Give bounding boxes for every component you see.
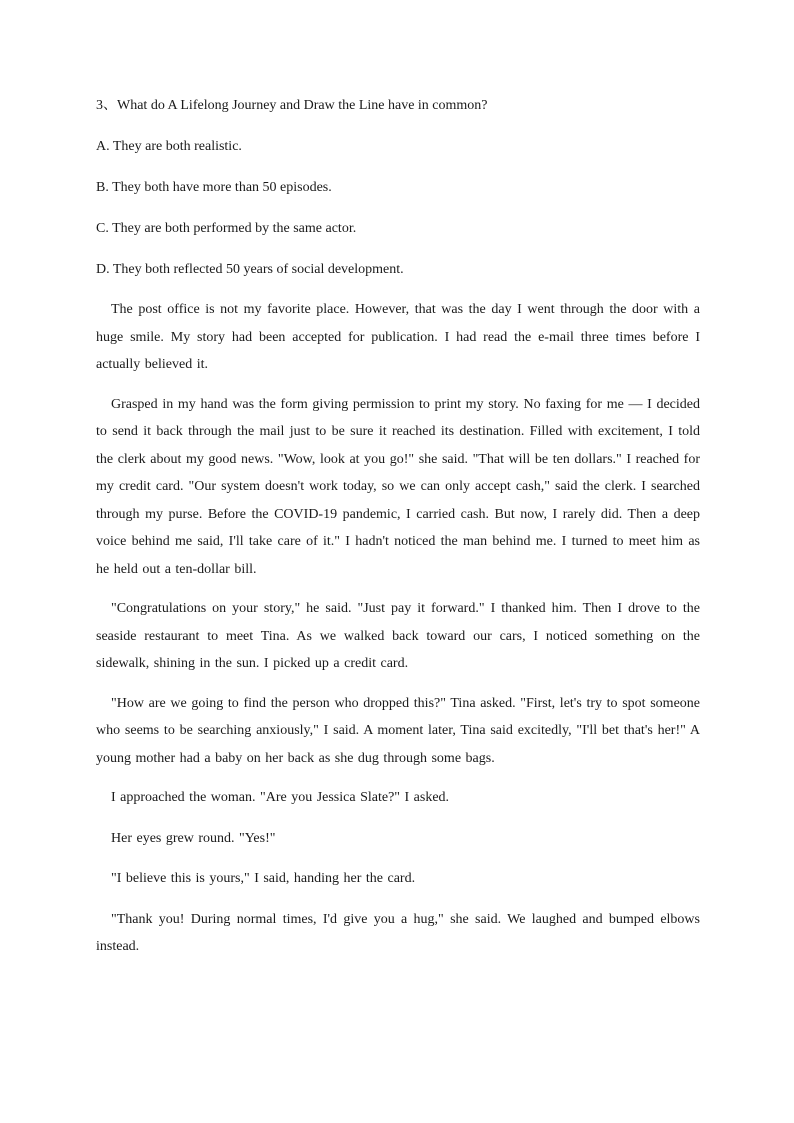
option-c: C. They are both performed by the same actor. xyxy=(96,221,357,236)
option-a: A. They are both realistic. xyxy=(96,139,242,154)
option-b: B. They both have more than 50 episodes. xyxy=(96,180,332,195)
paragraph-6: Her eyes grew round. "Yes!" xyxy=(111,830,276,846)
option-d: D. They both reflected 50 years of social development. xyxy=(96,262,404,277)
paragraph-3: "Congratulations on your story," he said. "Just pay it forward." I thanked him. Then I drove to the seaside restaurant to meet Tina. As we walked back toward our cars, I noticed something on the sidewalk, shining in the sun. I picked up a credit card. xyxy=(96,601,700,671)
paragraph-7: "I believe this is yours," I said, handing her the card. xyxy=(111,871,416,886)
document-page xyxy=(96,96,700,973)
paragraph-1: The post office is not my favorite place. However, that was the day I went through the door with a huge smile. My story had been accepted for publication. I had read the e-mail three times before I actually believed it. xyxy=(96,302,700,372)
paragraph-4: "How are we going to find the person who dropped this?" Tina asked. "First, let's try to spot someone who seems to be searching anxiously," I said. A moment later, Tina said excitedly, "I'll bet that's her!" A young mother had a baby on her back as she dug through some bags. xyxy=(96,695,700,766)
paragraph-2: Grasped in my hand was the form giving permission to print my story. No faxing for me — I decided to send it back through the mail just to be sure it reached its destination. Filled with excitement, I told the clerk about my good news. "Wow, look at you go!" she said. "That will be ten dollars." I reached for my credit card. "Our system doesn't work today, so we can only accept cash," said the clerk. I searched through my purse. Before the COVID-19 pandemic, I carried cash. But now, I rarely did. Then a deep voice behind me said, I'll take care of it." I hadn't noticed the man behind me. I turned to meet him as he held out a ten-dollar bill. xyxy=(96,396,700,577)
paragraph-5: I approached the woman. "Are you Jessica Slate?" I asked. xyxy=(111,790,450,805)
paragraph-8: "Thank you! During normal times, I'd give you a hug," she said. We laughed and bumped elbows instead. xyxy=(96,911,700,954)
question-stem: 3、What do A Lifelong Journey and Draw the Line have in common? xyxy=(96,98,488,113)
